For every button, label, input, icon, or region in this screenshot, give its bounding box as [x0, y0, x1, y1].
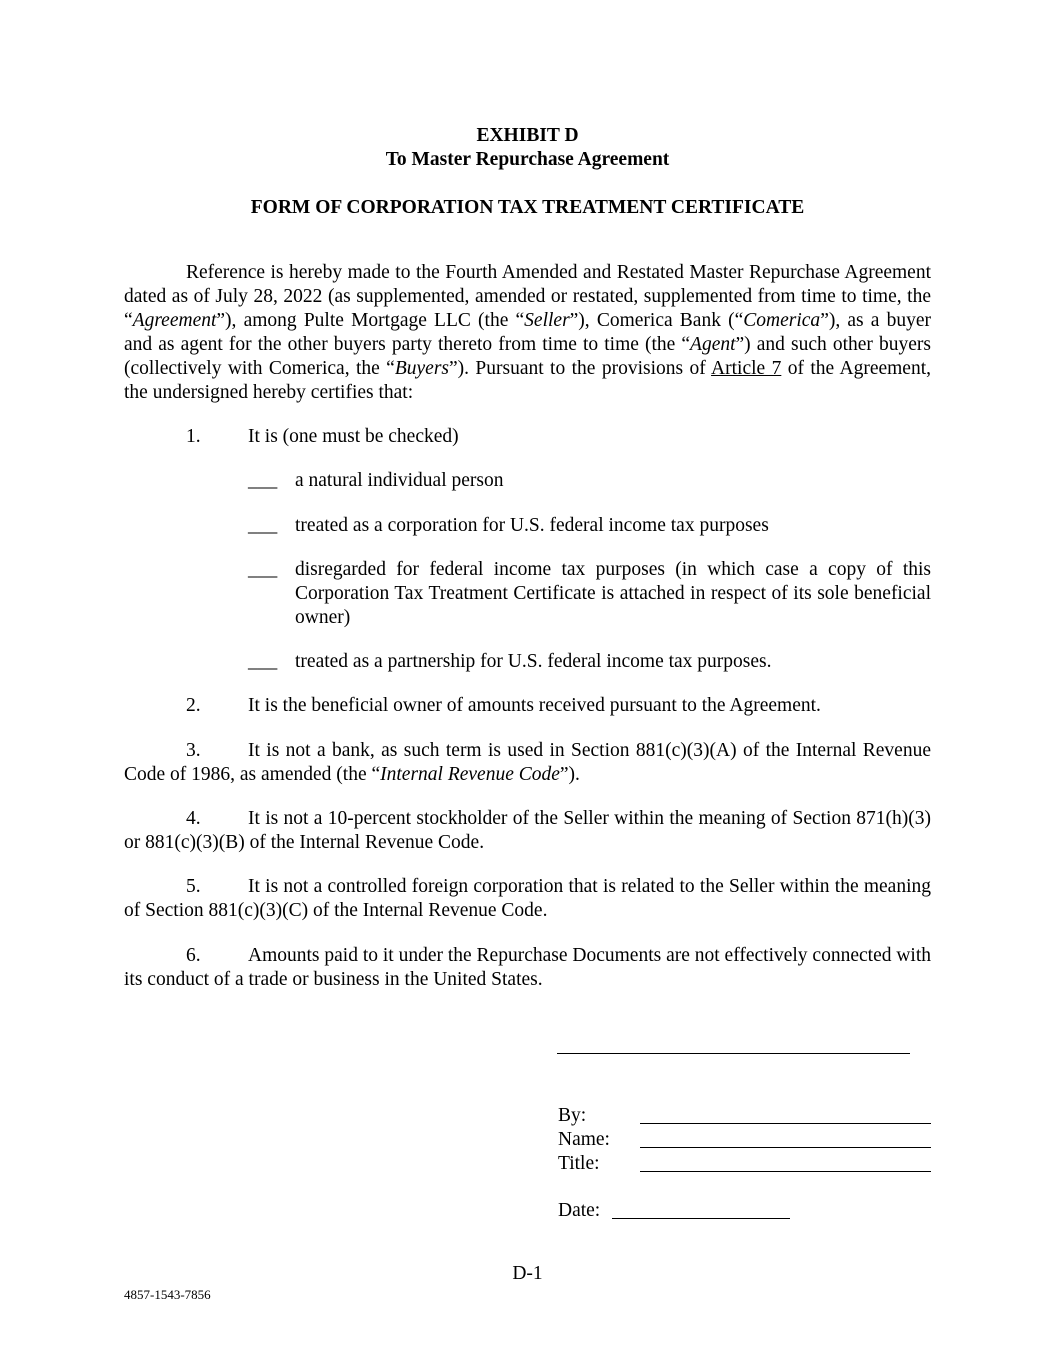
- option-natural-person: [248, 469, 931, 493]
- name-label: Name:: [558, 1129, 610, 1150]
- item-6: [124, 944, 931, 992]
- date-label: Date:: [558, 1200, 601, 1221]
- option-text: treated as a corporation for U.S. federal income tax purposes: [295, 515, 769, 536]
- signature-line[interactable]: [557, 1053, 910, 1054]
- form-title: FORM OF CORPORATION TAX TREATMENT CERTIFICATE: [250, 197, 805, 218]
- item-6-number: 6.: [186, 945, 201, 966]
- exhibit-heading: EXHIBIT D: [476, 125, 579, 146]
- title-field: [558, 1152, 931, 1176]
- by-field: [558, 1104, 931, 1128]
- item-1-number: 1.: [186, 426, 201, 447]
- option-corporation: [248, 514, 931, 538]
- item-3-text-a: It is not a bank, as such term is used in Section 881(c)(3)(A) of the Internal Revenue Code of 1986, as amended (the “: [124, 740, 931, 785]
- comerica-term: Comerica: [743, 310, 821, 331]
- name-line[interactable]: [640, 1129, 931, 1148]
- exhibit-subtitle: To Master Repurchase Agreement: [385, 149, 670, 170]
- option-text: a natural individual person: [295, 470, 504, 491]
- seller-term: Seller: [524, 310, 570, 331]
- intro-text-1: Reference is hereby made to the Fourth Amended and Restated Master Repurchase Agreement dated as of July 28, 2022 (as supplemented, amended or restated, supplemented from time to time, the “: [124, 262, 931, 331]
- item-2: [186, 694, 931, 718]
- item-3-number: 3.: [186, 740, 201, 761]
- item-6-text: Amounts paid to it under the Repurchase Documents are not effectively connected with its conduct of a trade or business in the United States.: [124, 945, 932, 990]
- by-line[interactable]: [640, 1105, 931, 1124]
- item-4-number: 4.: [186, 808, 201, 829]
- intro-text-4: ”), as a buyer and as agent for the other buyers party thereto from time to time (the “: [124, 310, 931, 355]
- item-4-text: It is not a 10-percent stockholder of the Seller within the meaning of Section 871(h)(3) or 881(c)(3)(B) of the Internal Revenue Code.: [124, 808, 931, 853]
- option-blank[interactable]: ___: [248, 559, 278, 580]
- option-text: treated as a partnership for U.S. federal income tax purposes.: [295, 651, 772, 672]
- title-line[interactable]: [640, 1153, 931, 1172]
- option-partnership: [248, 650, 931, 674]
- item-3-text-b: ”).: [559, 764, 580, 785]
- option-blank[interactable]: ___: [248, 651, 278, 672]
- option-blank[interactable]: ___: [248, 515, 278, 536]
- option-text: disregarded for federal income tax purposes (in which case a copy of this Corporation Tax Treatment Certificate is attached in respect of its sole beneficial owner): [295, 559, 931, 628]
- intro-text-6: ”). Pursuant to the provisions of: [449, 358, 712, 379]
- by-label: By:: [558, 1105, 587, 1126]
- document-id: 4857-1543-7856: [124, 1287, 211, 1302]
- agreement-term: Agreement: [132, 310, 217, 331]
- date-line[interactable]: [612, 1200, 790, 1219]
- intro-text-3: ”), Comerica Bank (“: [569, 310, 744, 331]
- item-4: [124, 807, 931, 855]
- article-7-reference: Article 7: [711, 358, 782, 379]
- intro-text-5: ”) and such other buyers (collectively with Comerica, the “: [124, 334, 931, 379]
- item-5-number: 5.: [186, 876, 201, 897]
- intro-text-2: ”), among Pulte Mortgage LLC (the “: [216, 310, 525, 331]
- page-number: D-1: [512, 1263, 543, 1284]
- option-blank[interactable]: ___: [248, 470, 278, 491]
- item-5: [124, 875, 931, 923]
- option-disregarded: [248, 558, 931, 630]
- item-2-number: 2.: [186, 695, 201, 716]
- agent-term: Agent: [690, 334, 736, 355]
- item-3: [124, 739, 931, 787]
- intro-text-7: of the Agreement, the undersigned hereby certifies that:: [124, 358, 931, 403]
- buyers-term: Buyers: [394, 358, 449, 379]
- date-field: [558, 1199, 790, 1223]
- item-2-text: It is the beneficial owner of amounts received pursuant to the Agreement.: [248, 695, 821, 716]
- name-field: [558, 1128, 931, 1152]
- internal-revenue-code-term: Internal Revenue Code: [380, 764, 560, 785]
- title-label: Title:: [558, 1153, 600, 1174]
- item-5-text: It is not a controlled foreign corporation that is related to the Seller within the meaning of Section 881(c)(3)(C) of the Internal Revenue Code.: [124, 876, 931, 921]
- item-1-text: It is (one must be checked): [248, 426, 459, 447]
- intro-paragraph: [124, 261, 931, 405]
- item-1: [186, 425, 931, 449]
